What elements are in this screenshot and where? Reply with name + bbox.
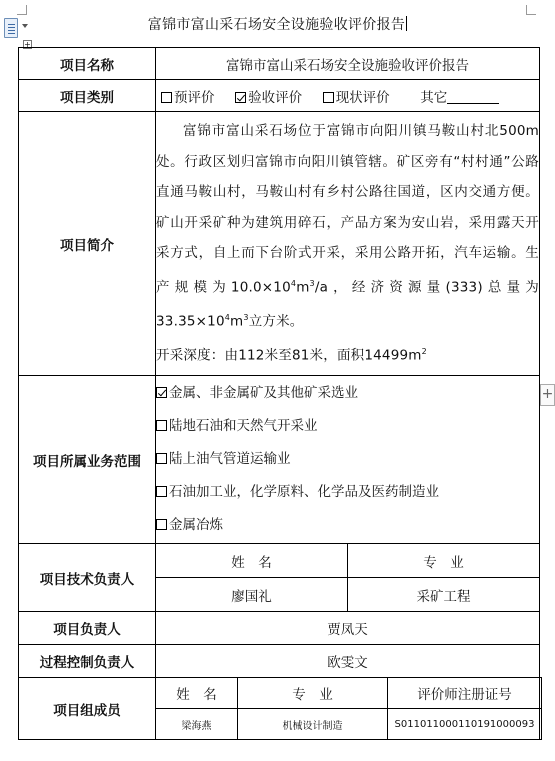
checkbox-unchecked[interactable] <box>161 92 172 103</box>
row-project-lead <box>19 612 540 645</box>
tech-lead-subtable-cell <box>156 544 540 612</box>
other-blank-field[interactable] <box>447 92 499 104</box>
option-other-label: 其它 <box>420 89 448 106</box>
tech-lead-subtable <box>155 543 540 612</box>
table-move-handle[interactable]: + <box>24 40 31 49</box>
row-tech-lead <box>19 544 540 612</box>
project-lead-label: 项目负责人 <box>19 612 156 645</box>
option-status-eval[interactable]: 现状评价 <box>323 90 390 106</box>
member-name[interactable]: 梁海燕 <box>156 709 238 740</box>
members-col-cert: 评价师注册证号 <box>388 678 542 709</box>
member-major[interactable]: 机械设计制造 <box>238 709 388 740</box>
project-intro-label: 项目简介 <box>19 112 156 376</box>
business-scope-label: 项目所属业务范围 <box>19 376 156 544</box>
checkbox-unchecked[interactable] <box>156 420 167 431</box>
checkbox-checked[interactable] <box>156 387 167 398</box>
member-cert[interactable]: S011011000110191000093 <box>388 709 542 740</box>
scope-item-smelting[interactable]: 金属冶炼 <box>156 509 539 542</box>
members-col-name: 姓 名 <box>156 678 238 709</box>
option-pre-eval[interactable]: 预评价 <box>161 90 215 106</box>
add-column-handle[interactable]: + <box>540 384 555 406</box>
table-row <box>156 709 542 740</box>
scope-item-oil-gas[interactable]: 陆地石油和天然气开采业 <box>156 410 539 443</box>
row-process-lead <box>19 645 540 678</box>
row-project-type <box>19 80 540 112</box>
scope-item-petrochem[interactable]: 石油加工业，化学原料、化学品及医药制造业 <box>156 476 539 509</box>
project-type-label: 项目类别 <box>19 80 156 112</box>
scope-item-pipeline[interactable]: 陆上油气管道运输业 <box>156 443 539 476</box>
row-project-name <box>19 48 540 80</box>
option-acceptance-eval[interactable]: 验收评价 <box>235 90 302 106</box>
document-title-line[interactable] <box>0 14 555 34</box>
tech-lead-name[interactable]: 廖国礼 <box>156 578 348 612</box>
tech-lead-col-name: 姓 名 <box>156 544 348 578</box>
tech-lead-label: 项目技术负责人 <box>19 544 156 612</box>
project-lead-value[interactable]: 贾凤天 <box>156 612 540 645</box>
row-project-intro <box>19 112 540 376</box>
row-business-scope <box>19 376 540 544</box>
members-label: 项目组成员 <box>19 678 156 740</box>
members-col-major: 专 业 <box>238 678 388 709</box>
project-intro-text[interactable]: 富锦市富山采石场位于富锦市向阳川镇马鞍山村北500m处。行政区划归富锦市向阳川镇管辖。矿区旁有“村村通”公路直通马鞍山村，马鞍山村有乡村公路往国道，区内交通方便。矿山开采矿种为建筑用碎石，产品方案为安山岩，采用露天开采方式，自上而下台阶式开采，采用公路开拓，汽车运输。生产规模为$10.0\times 10^4m^3/a$，经济资源量(333)总量为$33.35\times 10^4m^3$立方米。 开采深度：由112米至81米，面积$14499m^2$ <box>156 112 540 376</box>
tech-lead-major[interactable]: 采矿工程 <box>348 578 540 612</box>
evaluation-form-table <box>18 47 540 740</box>
process-lead-value[interactable]: 欧雯文 <box>156 645 540 678</box>
project-name-label: 项目名称 <box>19 48 156 80</box>
text-cursor <box>406 16 407 31</box>
process-lead-label: 过程控制负责人 <box>19 645 156 678</box>
business-scope-list <box>156 376 540 544</box>
document-title: 富锦市富山采石场安全设施验收评价报告 <box>147 17 406 33</box>
checkbox-unchecked[interactable] <box>156 453 167 464</box>
tech-lead-col-major: 专 业 <box>348 544 540 578</box>
members-subtable-cell <box>156 678 540 740</box>
project-type-options <box>156 80 540 112</box>
project-name-value[interactable]: 富锦市富山采石场安全设施验收评价报告 <box>156 48 540 80</box>
checkbox-unchecked[interactable] <box>156 519 167 530</box>
checkbox-checked[interactable] <box>235 92 246 103</box>
members-subtable <box>155 677 542 740</box>
checkbox-unchecked[interactable] <box>156 486 167 497</box>
checkbox-unchecked[interactable] <box>323 92 334 103</box>
scope-item-metal-mining[interactable]: 金属、非金属矿及其他矿采选业 <box>156 377 539 410</box>
row-members <box>19 678 540 740</box>
